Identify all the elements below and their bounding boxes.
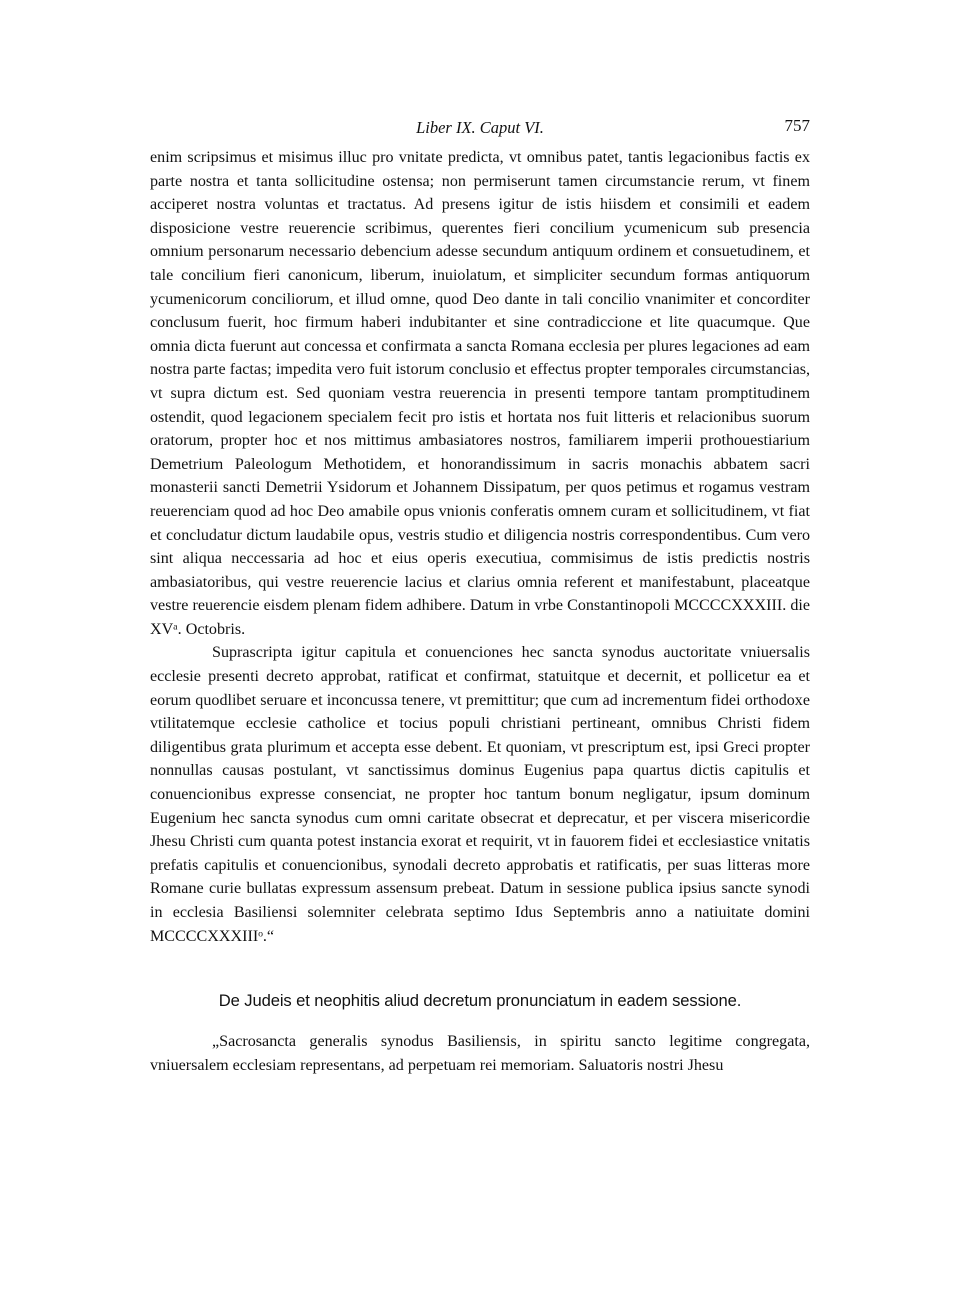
body-paragraph-letter-text: enim scripsimus et misimus illuc pro vnitate predicta, vt omnibus patet, tantis legacionibus factis ex parte nostra et tanta sollicitudine ostensa; non permiserunt tamen circumstancie rerum, vt finem acciperet nostra voluntas et tractatus. Ad presens igitur de istis hiisdem et consimili et eadem disposicione vestre reuerencie scribimus, querentes fieri concilium ycumenicum sub presencia omnium personarum necessario debencium adesse secundum antiquum ordinem et consuetudinem, et tale concilium fieri canonicum, liberum, inuiolatum, et simpliciter secundum formas antiquorum ycumenicorum conciliorum, et illud omne, quod Deo dante in tali concilio vnanimiter et concorditer conclusum fuerit, hoc firmum haberi indubitanter et sine contradiccione et lite quacumque. Que omnia dicta fuerunt aut concessa et confirmata a sancta Romana ecclesia per plures legaciones ad eam nostra parte factas; impedita vero fuit istorum conclusio et effectus propter temporales circumstancias, vt supra dictum est. Sed quoniam vestra reuerencia in presenti tempore tantam promptitudinem ostendit, quod legacionem specialem fecit pro istis et hortata nos fuit litteris et relacionibus suorum oratorum, propter hoc et nos mittimus ambasiatores nostros, familiarem imperii prothouestiarium Demetrium Paleologum Methotidem, et honorandissimum in sacris monachis abbatem sacri monasterii sancti Demetrii Ysidorum et Johannem Dissipatum, per quos petimus et rogamus vestram reuerenciam quod ad hoc Deo amabile opus vnionis conferatis omnem curam et sollicitudinem, vt fiat et concludatur dictum laudabile opus, vestris studio et diligencia nostris correspondentibus. Cum vero sint aliqua neccessaria ad hoc et eius operis executiua, commisimus de istis predictis nostris ambasiatoribus, qui vestre reuerencie lacius et clarius omnia referent et manifestabunt, placeatque vestre reuerencie eisdem plenam fidem adhibere. Datum in vrbe Constantinopoli MCCCCXXXIII. die XVᵃ. Octobris.: [150, 149, 810, 638]
body-paragraph-new-decree: „Sacrosancta generalis synodus Basiliensis, in spiritu sancto legitime congregata, vniuersalem ecclesiam representans, ad perpetuam rei memoriam. Saluatoris nostri Jhesu: [150, 1033, 810, 1074]
running-title: Liber IX. Caput VI.: [416, 118, 544, 137]
page-number: 757: [784, 116, 810, 135]
book-page: [150, 116, 810, 1077]
running-header: [150, 116, 810, 146]
section-heading: De Judeis et neophitis aliud decretum pronunciatum in eadem sessione.: [218, 991, 742, 1011]
body-paragraph-decree: Suprascripta igitur capitula et conuenciones hec sancta synodus auctoritate vniuersalis ecclesie presenti decreto approbat, ratificat et confirmat, statuitque et decernit, et pollicetur ea et eorum quodlibet seruare et inconcussa tenere, vt premittitur; que cum ad incrementum fidei orthodoxe vtilitatemque ecclesie catholice et tocius populi christiani pertineant, omnibus Christi fidem diligentibus grata plurimum et accepta esse debent. Et quoniam, vt prescriptum est, ipsi Greci propter nonnullas causas postulant, vt sanctissimus dominus Eugenius papa quartus dictis capitulis et conuencionibus expresse consenciat, ne propter hoc tantum bonum negligatur, ipsum dominum Eugenium hec sancta synodus cum omni caritate obsecrat et deprecatur, et per viscera misericordie Jhesu Christi cum quanta potest instancia exorat et requirit, vt in fauorem fidei et ecclesiastice vnitatis prefatis capitulis et conuencionibus, synodali decreto approbatis et ratificatis, per suas litteras more Romane curie bullatas expressum assensum prebeat. Datum in sessione publica ipsius sancte synodi in ecclesia Basiliensi solemniter celebrata septimo Idus Septembris anno a natiuitate domini MCCCCXXXIIIᵒ.“: [150, 644, 810, 945]
